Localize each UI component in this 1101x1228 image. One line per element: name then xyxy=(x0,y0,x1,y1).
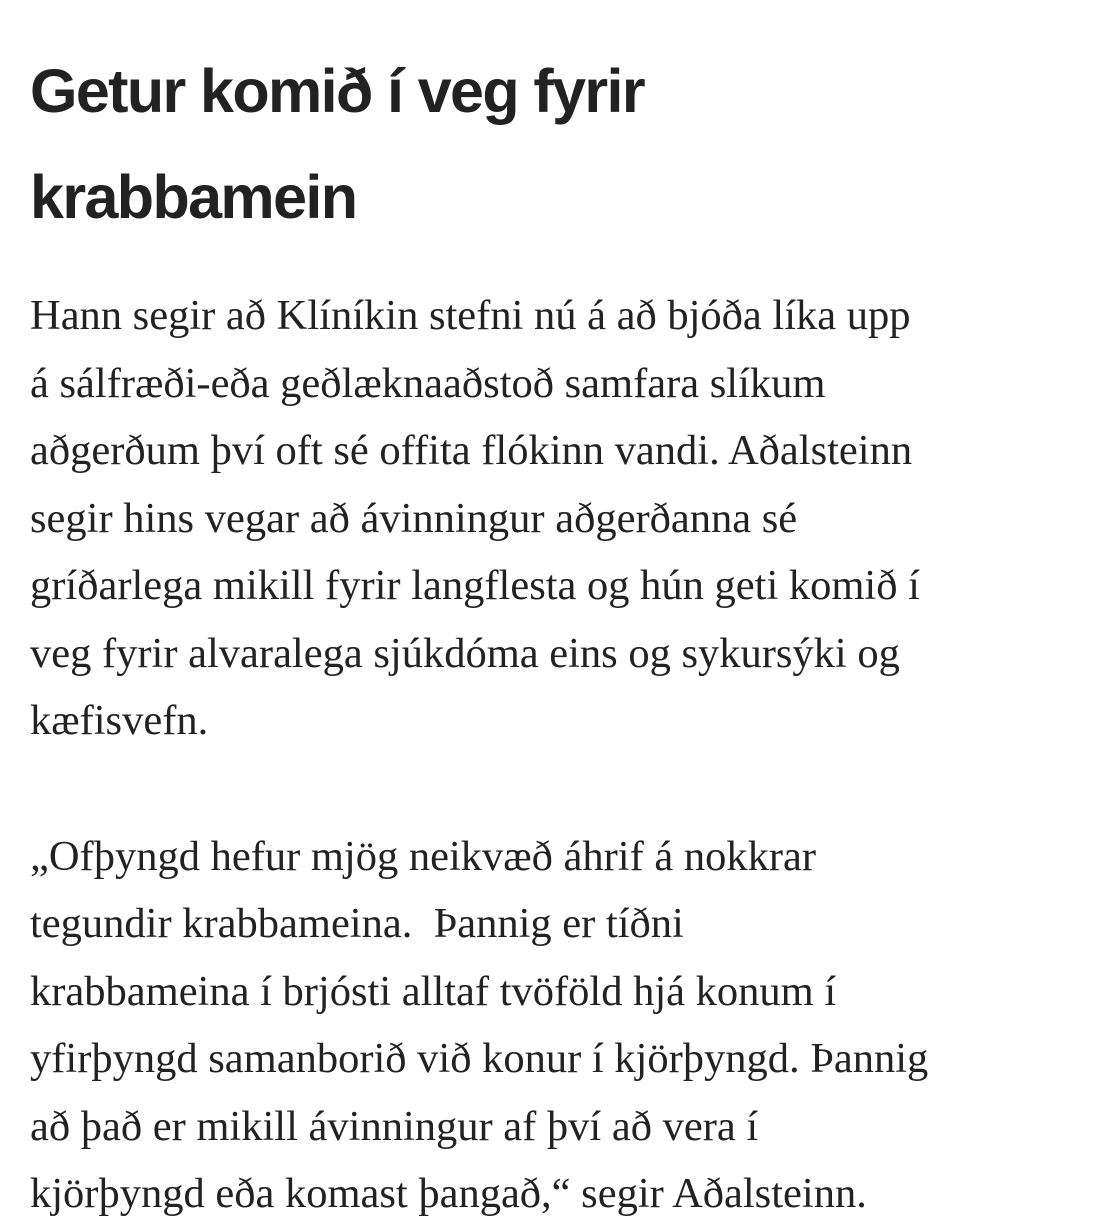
article-heading: Getur komið í veg fyrir krabbamein xyxy=(30,57,645,231)
article xyxy=(30,38,1090,1228)
article-paragraph: „Ofþyngd hefur mjög neikvæð áhrif á nokkrar tegundir krabbameina. Þannig er tíðni krabbameina í brjósti alltaf tvöföld hjá konum í yfirþyngd samanborið við konur í kjörþyngd. Þannig að það er mikill ávinningur af því að vera í kjörþyngd eða komast þangað,“ segir Aðalsteinn. xyxy=(30,832,929,1217)
article-paragraph: Hann segir að Klíníkin stefni nú á að bjóða líka upp á sálfræði-eða geðlæknaaðstoð samfara slíkum aðgerðum því oft sé offita flókinn vandi. Aðalsteinn segir hins vegar að ávinningur aðgerðanna sé gríðarlega mikill fyrir langflesta og hún geti komið í veg fyrir alvaralega sjúkdóma eins og sykursýki og kæfisvefn. xyxy=(30,292,920,744)
